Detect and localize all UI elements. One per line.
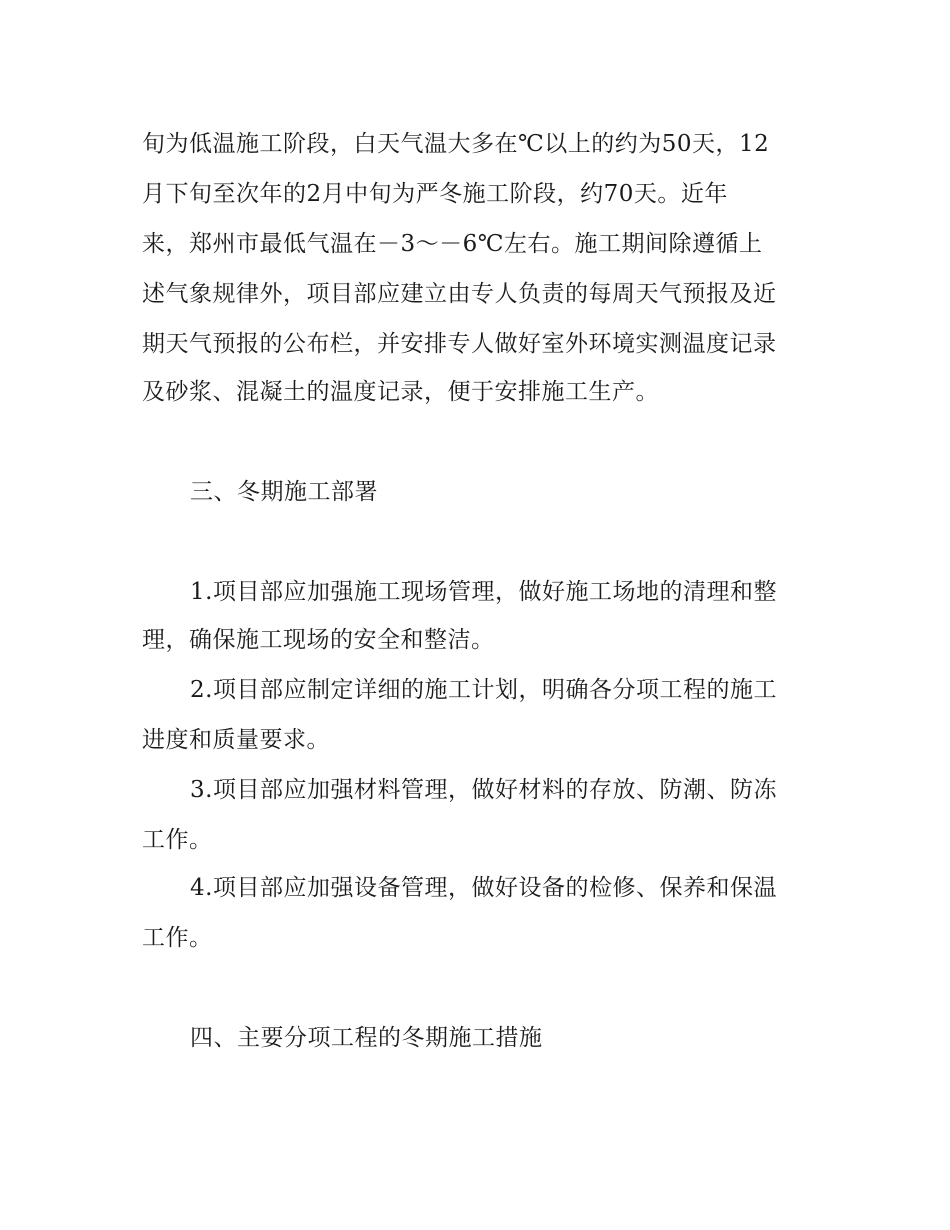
list-item-line: 进度和质量要求。 — [142, 727, 330, 753]
list-item-line: 理，确保施工现场的安全和整洁。 — [142, 627, 495, 653]
list-item-line: 2.项目部应制定详细的施工计划，明确各分项工程的施工 — [190, 677, 777, 703]
paragraph-line: 旬为低温施工阶段，白天气温大多在℃以上的约为50天，12 — [142, 131, 770, 157]
section-heading: 四、主要分项工程的冬期施工措施 — [190, 1025, 543, 1051]
paragraph-line: 月下旬至次年的2月中旬为严冬施工阶段，约70天。近年 — [142, 181, 728, 207]
list-item-line: 工作。 — [142, 925, 213, 951]
section-heading: 三、冬期施工部署 — [190, 479, 378, 505]
paragraph-line: 述气象规律外，项目部应建立由专人负责的每周天气预报及近 — [142, 281, 777, 307]
list-item-line: 4.项目部应加强设备管理，做好设备的检修、保养和保温 — [190, 875, 777, 901]
list-item-line: 3.项目部应加强材料管理，做好材料的存放、防潮、防冻 — [190, 777, 777, 803]
paragraph-line: 及砂浆、混凝土的温度记录，便于安排施工生产。 — [142, 379, 659, 405]
list-item-line: 工作。 — [142, 827, 213, 853]
paragraph-line: 期天气预报的公布栏，并安排专人做好室外环境实测温度记录 — [142, 331, 777, 357]
paragraph-line: 来，郑州市最低气温在－3～－6℃左右。施工期间除遵循上 — [142, 231, 763, 257]
list-item-line: 1.项目部应加强施工现场管理，做好施工场地的清理和整 — [190, 579, 777, 605]
